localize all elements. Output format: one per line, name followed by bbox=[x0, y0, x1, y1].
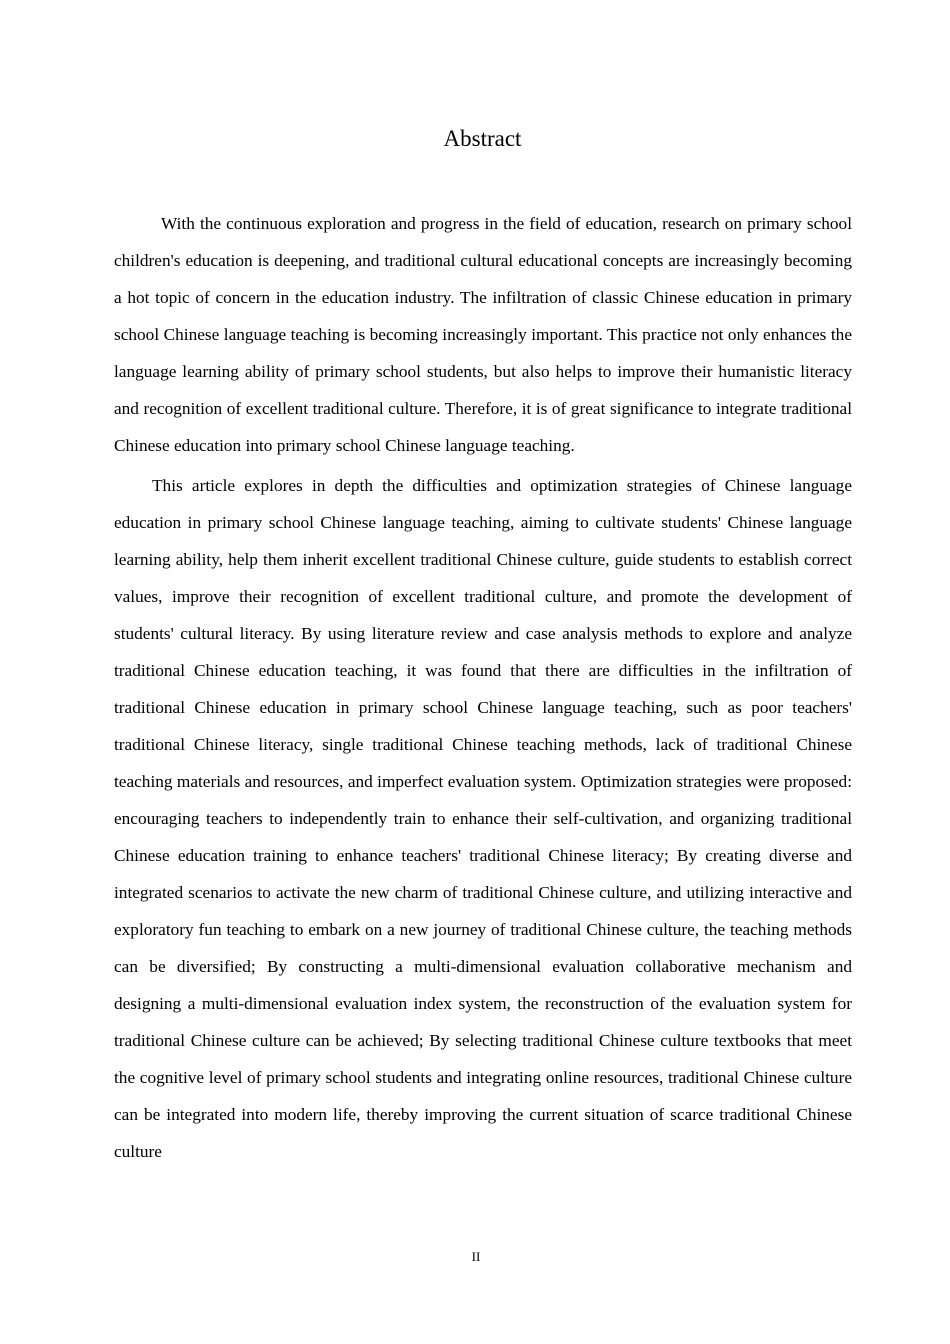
page-title: Abstract bbox=[443, 126, 522, 151]
abstract-paragraph-2: This article explores in depth the difficulties and optimization strategies of Chinese language education in primary school Chinese language teaching, aiming to cultivate students' Chinese language learning ability, help them inherit excellent traditional Chinese culture, guide students to establish correct values, improve their recognition of excellent traditional culture, and promote the development of students' cultural literacy. By using literature review and case analysis methods to explore and analyze traditional Chinese education teaching, it was found that there are difficulties in the infiltration of traditional Chinese education in primary school Chinese language teaching, such as poor teachers' traditional Chinese literacy, single traditional Chinese teaching methods, lack of traditional Chinese teaching materials and resources, and imperfect evaluation system. Optimization strategies were proposed: encouraging teachers to independently train to enhance their self-cultivation, and organizing traditional Chinese education training to enhance teachers' traditional Chinese literacy; By creating diverse and integrated scenarios to activate the new charm of traditional Chinese culture, and utilizing interactive and exploratory fun teaching to embark on a new journey of traditional Chinese culture, the teaching methods can be diversified; By constructing a multi-dimensional evaluation collaborative mechanism and designing a multi-dimensional evaluation index system, the reconstruction of the evaluation system for traditional Chinese culture can be achieved; By selecting traditional Chinese culture textbooks that meet the cognitive level of primary school students and integrating online resources, traditional Chinese culture can be integrated into modern life, thereby improving the current situation of scarce traditional Chinese culture bbox=[114, 476, 852, 1161]
page-number: II bbox=[471, 1249, 481, 1264]
abstract-body bbox=[114, 205, 852, 1170]
abstract-paragraph-1: With the continuous exploration and progress in the field of education, research on primary school children's education is deepening, and traditional cultural educational concepts are increasingly becoming a hot topic of concern in the education industry. The infiltration of classic Chinese education in primary school Chinese language teaching is becoming increasingly important. This practice not only enhances the language learning ability of primary school students, but also helps to improve their humanistic literacy and recognition of excellent traditional culture. Therefore, it is of great significance to integrate traditional Chinese education into primary school Chinese language teaching. bbox=[114, 214, 852, 455]
